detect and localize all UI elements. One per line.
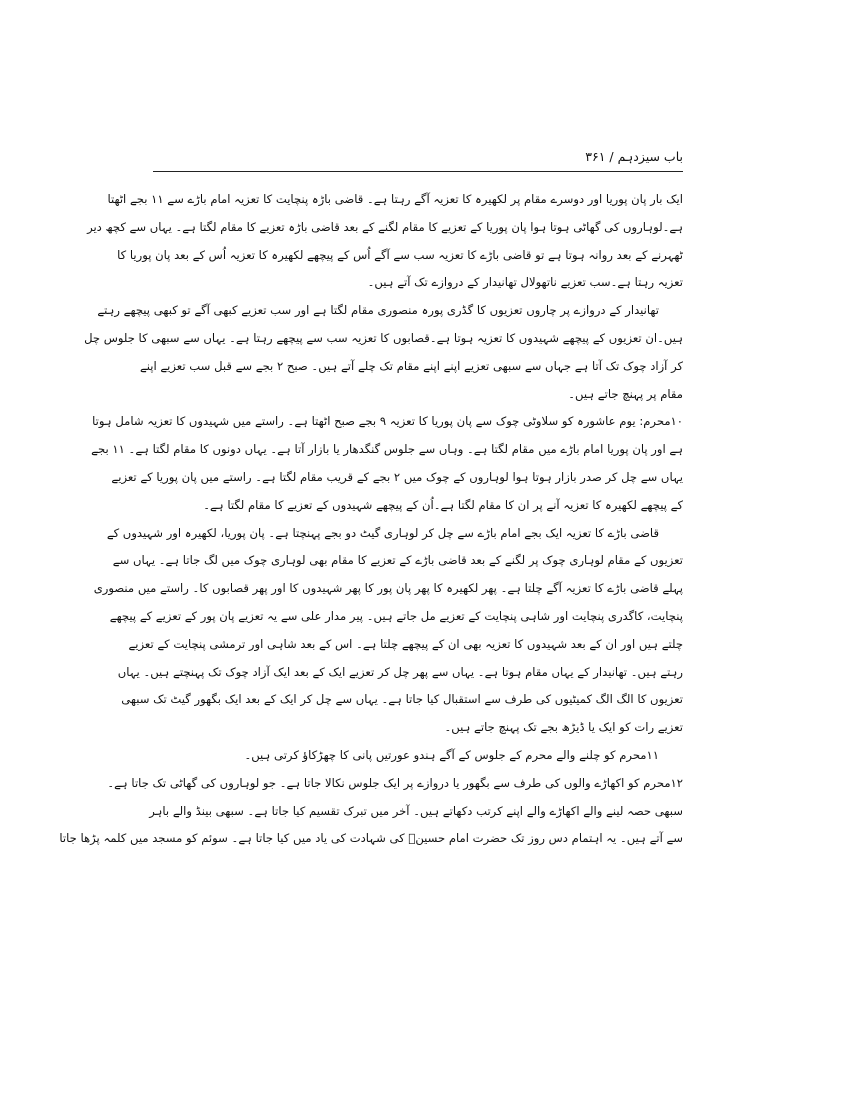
running-header: باب سیزدہم / ۳۶۱ [585, 149, 683, 164]
text-line: مقام پر پہنچ جاتے ہیں۔ [568, 386, 683, 401]
text-line: قاضی باڑے کا تعزیہ ایک بجے امام باڑے سے چل کر لوہاری گیٹ دو بجے پہنچتا ہے۔ پان پوریا، لکھیرہ اور شہیدوں کے [106, 525, 659, 540]
text-line: ٹھہرنے کے بعد روانہ ہوتا ہے تو قاضی باڑے کا تعزیہ سب سے آگے اُس کے پیچھے لکھیرہ کا تعزیہ اُس کے بعد پان پوریا کا [117, 247, 683, 262]
text-line: ہے۔لوہاروں کی گھاٹی ہوتا ہوا پان پوریا کے تعزیے کا مقام لگنے کے بعد قاضی باڑہ تعزیے کا مقام لگتا ہے۔ یہاں سے کچھ دیر [87, 219, 683, 234]
header-rule [153, 171, 683, 172]
text-line: سبھی حصہ لینے والے اکھاڑے والے اپنے کرتب دکھاتے ہیں۔ آخر میں تبرک تقسیم کیا جاتا ہے۔ سبھی بینڈ والے باہر [149, 803, 683, 818]
text-line: ۱۲محرم کو اکھاڑے والوں کی طرف سے بگھور یا دروازے پر ایک جلوس نکالا جاتا ہے۔ جو لوہاروں کی گھاٹی تک جاتا ہے۔ [107, 775, 683, 790]
body-text [59, 186, 683, 853]
text-line: کر آزاد چوک تک آتا ہے جہاں سے سبھی تعزیے اپنے اپنے مقام تک چلے آتے ہیں۔ صبح ۲ بجے سے قبل سب تعزیے اپنے [139, 358, 683, 373]
text-line: ۱۰محرم: یوم عاشورہ کو سلاوٹی چوک سے پان پوریا کا تعزیہ ۹ بجے صبح اٹھتا ہے۔ راستے میں شہیدوں کا تعزیہ شامل ہوتا [92, 414, 683, 429]
text-line: ۱۱محرم کو چلنے والے محرم کے جلوس کے آگے ہندو عورتیں پانی کا چھڑکاؤ کرتی ہیں۔ [244, 747, 659, 762]
text-line: سے آتے ہیں۔ یہ اہتمام دس روز تک حضرت امام حسینؓ کی شہادت کی یاد میں کیا جاتا ہے۔ سوئم کو مسجد میں کلمہ پڑھا جاتا [59, 831, 683, 846]
text-line: تھانیدار کے دروازے پر چاروں تعزیوں کا گڈری پورہ منصوری مقام لگتا ہے اور سب تعزیے کبھی آگے تو کبھی پیچھے رہتے [97, 303, 659, 318]
text-line: تعزیہ رہتا ہے۔سب تعزیے ناتھولال تھانیدار کے دروازے تک آتے ہیں۔ [367, 275, 683, 290]
text-line: تعزیوں کے مقام لوہاری چوک پر لگنے کے بعد قاضی باڑے کے تعزیے کا مقام بھی لوہاری چوک میں لگ جاتا ہے۔ یہاں سے [112, 553, 683, 568]
text-line: ہے اور پان پوریا امام باڑے میں مقام لگتا ہے۔ وہاں سے جلوس گنگدھار یا بازار آتا ہے۔ یہاں دونوں کا مقام لگتا ہے۔ ۱۱ بجے [91, 442, 683, 457]
text-line: تعزیے رات کو ایک یا ڈیڑھ بجے تک پہنچ جاتے ہیں۔ [444, 720, 683, 735]
text-line: چلتے ہیں اور ان کے بعد شہیدوں کا تعزیہ بھی ان کے پیچھے چلتا ہے۔ اس کے بعد شاہی اور ترمشی پنچایت کے تعزیے [128, 636, 683, 651]
text-line: یہاں سے چل کر صدر بازار ہوتا ہوا لوہاروں کے چوک میں ۲ بجے کے قریب مقام لگتا ہے۔ راستے میں پان پوریا کے تعزیے [111, 469, 683, 484]
text-line: پنچایت، کاگدری پنچایت اور شاہی پنچایت کے تعزیے مل جاتے ہیں۔ پیر مدار علی سے یہ تعزیے پان پور کے تعزیے کے پیچھے [109, 608, 683, 623]
text-line: ایک بار پان پوریا اور دوسرے مقام پر لکھیرہ کا تعزیہ آگے رہتا ہے۔ قاضی باڑہ پنچایت کا تعزیہ امام باڑے سے ۱۱ بجے اٹھتا [107, 192, 683, 206]
text-line: تعزیوں کا الگ الگ کمیٹیوں کی طرف سے استقبال کیا جاتا ہے۔ یہاں سے چل کر ایک کے بعد ایک بگھور گیٹ تک سبھی [121, 692, 683, 707]
text-line: کے پیچھے لکھیرہ کا تعزیہ آنے پر ان کا مقام لگتا ہے۔اُن کے پیچھے شہیدوں کے تعزیے کا مقام لگتا ہے۔ [203, 497, 683, 512]
text-line: پہلے قاضی باڑے کا تعزیہ آگے چلتا ہے۔ پھر لکھیرہ کا پھر پان پور کا پھر شہیدوں کا اور پھر قصابوں کا۔ راستے میں منصوری [93, 581, 683, 596]
text-line: ہیں۔ان تعزیوں کے پیچھے شہیدوں کا تعزیہ ہوتا ہے۔قصابوں کا تعزیہ سب سے پیچھے رہتا ہے۔ یہاں سے سبھی کا جلوس چل [84, 330, 683, 345]
text-line: رہتے ہیں۔ تھانیدار کے یہاں مقام ہوتا ہے۔ یہاں سے پھر چل کر تعزیے ایک کے بعد ایک آزاد چوک تک پہنچتے ہیں۔ یہاں [117, 664, 683, 679]
